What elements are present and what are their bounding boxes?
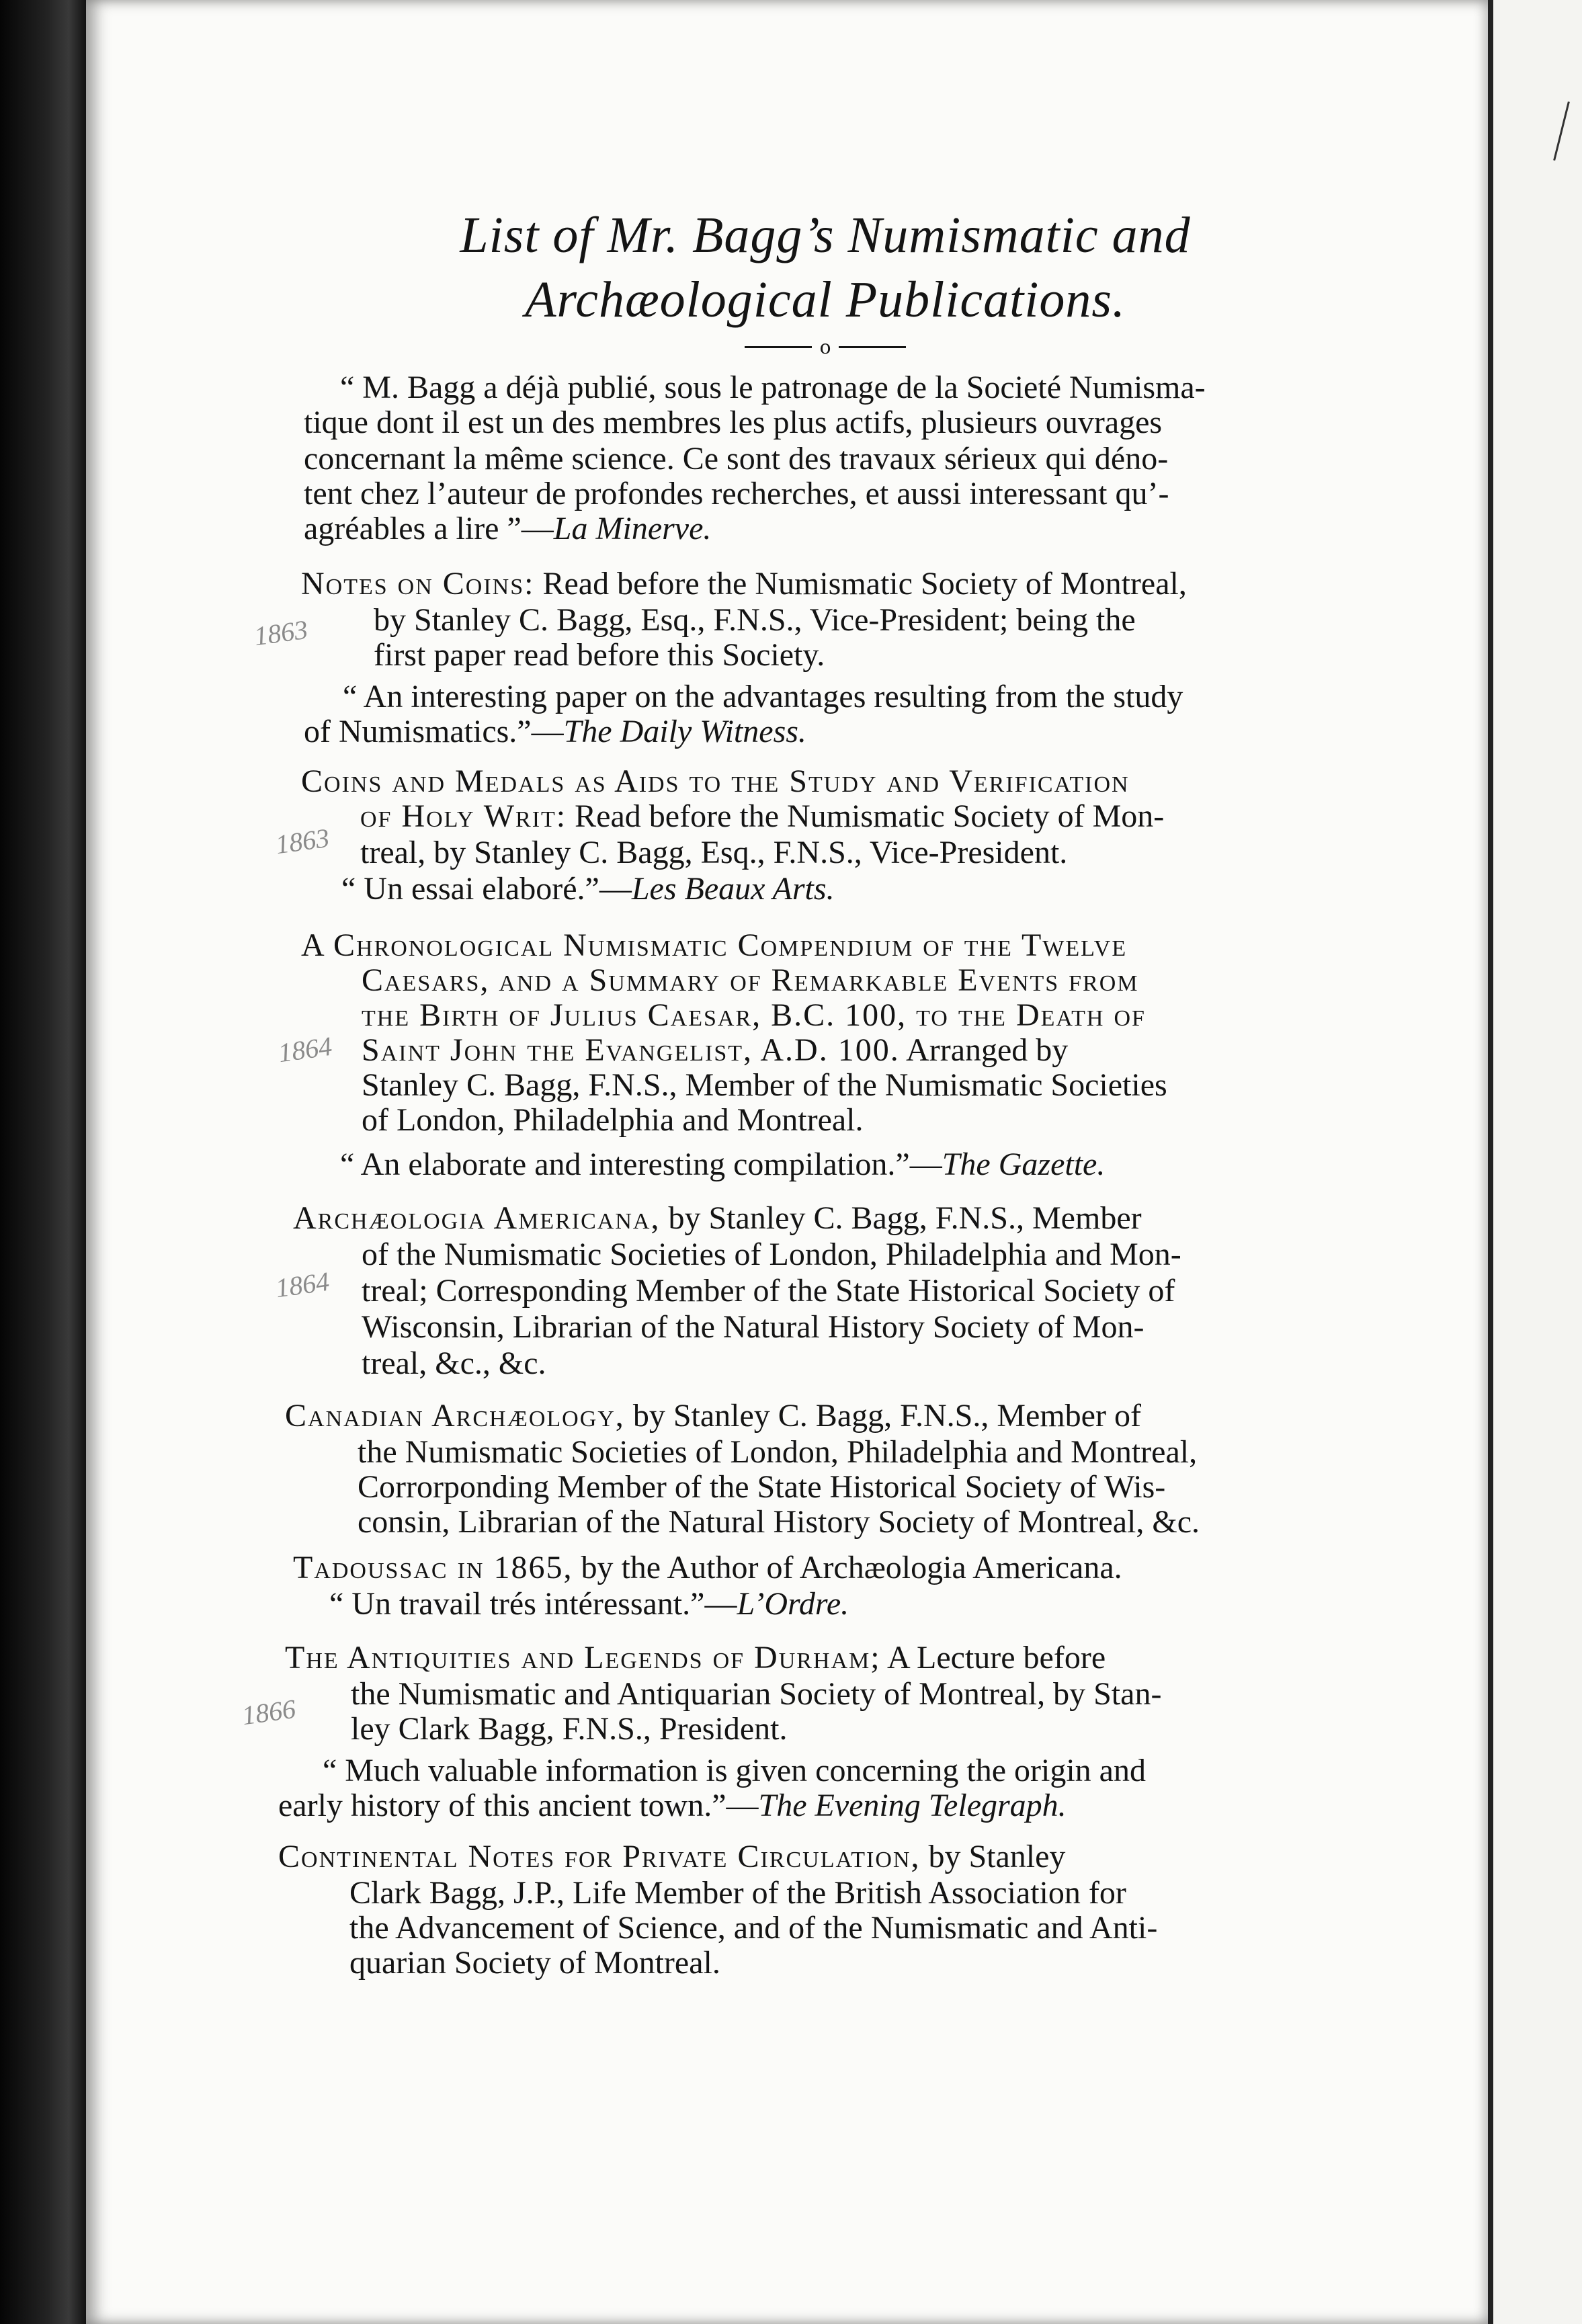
review-text: early history of this ancient town.”— [278,1788,759,1823]
review-source: L’Ordre. [737,1586,849,1622]
intro-line [304,511,711,547]
entry-line: of London, Philadelphia and Montreal. [362,1102,864,1138]
entry-line: of the Numismatic Societies of London, Philadelphia and Mon- [362,1237,1181,1272]
entry-line: first paper read before this Society. [374,637,825,673]
intro-source: La Minerve. [553,511,712,546]
entry-text: by Stanley C. Bagg, F.N.S., Member of [624,1398,1141,1434]
entry-line [278,1839,1065,1875]
scan-left-edge [0,0,86,2324]
review-source: The Gazette. [942,1147,1106,1182]
intro-text: agréables a lire ”— [304,511,554,546]
review-source: The Daily Witness. [563,714,806,749]
page-title-line-1: List of Mr. Bagg’s Numismatic and [460,207,1191,263]
entry-line: ley Clark Bagg, F.N.S., President. [351,1711,788,1747]
entry-text: A Lecture before [880,1640,1106,1675]
handwritten-year-note: 1866 [240,1693,298,1731]
entry-text: by the Author of Archæologia Americana. [573,1550,1122,1585]
review-source: Les Beaux Arts. [631,871,835,907]
entry-title-text: The Antiquities and Legends of Durham; [285,1640,881,1675]
entry-line: consin, Librarian of the Natural History Society of Montreal, &c. [358,1504,1200,1540]
review-text: “ An elaborate and interesting compilation.”— [340,1147,942,1182]
entry-title-text: the Birth of Julius Caesar, B.C. 100, to the Death of [362,997,1146,1033]
intro-line: tent chez l’auteur de profondes recherches, et aussi interessant qu’- [304,476,1169,511]
handwritten-year-note: 1863 [274,822,331,860]
review-source: The Evening Telegraph. [758,1788,1067,1823]
entry-title [301,927,1127,964]
review-text: “ Un essai elaboré.”— [341,871,632,907]
entry-line: the Numismatic and Antiquarian Society of Montreal, by Stan- [351,1676,1162,1712]
review-quote: “ An interesting paper on the advantages resulting from the study [343,679,1183,714]
scan-right-edge [1488,0,1582,2324]
entry-line: Wisconsin, Librarian of the Natural History Society of Mon- [362,1309,1144,1345]
entry-line [360,798,1164,835]
entry-text: Arranged by [899,1032,1069,1068]
review-text: of Numismatics.”— [304,714,564,749]
handwritten-year-note: 1863 [252,614,310,652]
entry-line [293,1200,1142,1237]
entry-text: by Stanley [920,1839,1066,1874]
review-quote [278,1788,1067,1824]
entry-title [301,763,1130,800]
entry-title: Notes on Coins: [301,566,535,601]
ornament-rule-right [839,346,906,348]
intro-line: tique dont il est un des membres les plus actifs, plusieurs ouvrages [304,405,1163,440]
entry-title-text: of Holy Writ: [360,798,567,834]
review-quote [341,871,835,907]
intro-line: “ M. Bagg a déjà publié, sous le patronage de la Societé Numisma- [340,370,1206,405]
entry-line: treal; Corresponding Member of the State Historical Society of [362,1273,1175,1309]
entry-line [285,1398,1141,1434]
entry-title-text: Saint John the Evangelist, A.D. 100. [362,1032,900,1068]
entry-line: treal, &c., &c. [362,1345,546,1381]
entry-title-text: Tadoussac in 1865, [293,1550,573,1585]
entry-title-text: Canadian Archæology, [285,1398,625,1434]
entry-title-text: Continental Notes for Private Circulation, [278,1839,921,1874]
entry-line: the Numismatic Societies of London, Philadelphia and Montreal, [358,1434,1198,1470]
entry-title [362,962,1139,999]
entry-text: by Stanley C. Bagg, F.N.S., Member [660,1200,1142,1236]
entry-line [293,1550,1122,1586]
review-quote [340,1147,1105,1183]
ornament-mark: o [819,335,831,358]
entry-title-text: Archæologia Americana, [293,1200,661,1236]
title-ornament [718,329,933,364]
document-page [86,0,1488,2324]
entry-line: treal, by Stanley C. Bagg, Esq., F.N.S., Vice-President. [360,835,1068,870]
entry-text: Read before the Numismatic Society of Mon- [567,798,1165,834]
entry-line [285,1640,1106,1676]
entry-line [362,1032,1068,1069]
entry-title-text: Coins and Medals as Aids to the Study and Verification [301,763,1130,799]
entry-title [362,997,1146,1034]
review-quote [329,1586,849,1622]
entry-line: Corrorponding Member of the State Historical Society of Wis- [358,1469,1166,1505]
entry-title-text: A Chronological Numismatic Compendium of the Twelve [301,927,1128,963]
intro-line: concernant la même science. Ce sont des travaux sérieux qui déno- [304,441,1169,476]
entry-title-text: Caesars, and a Summary of Remarkable Events from [362,962,1139,998]
entry-line: by Stanley C. Bagg, Esq., F.N.S., Vice-President; being the [374,602,1136,638]
entry-line: Stanley C. Bagg, F.N.S., Member of the Numismatic Societies [362,1067,1167,1103]
entry-line: quarian Society of Montreal. [349,1945,720,1981]
entry-line: Clark Bagg, J.P., Life Member of the British Association for [349,1875,1126,1911]
entry-line [301,566,1187,602]
ink-stroke [1553,101,1570,161]
entry-text: Read before the Numismatic Society of Montreal, [534,566,1187,601]
page-title-line-2: Archæological Publications. [525,272,1126,328]
review-text: “ Un travail trés intéressant.”— [329,1586,737,1622]
review-quote [304,714,806,750]
ornament-rule-left [745,346,812,348]
handwritten-year-note: 1864 [274,1265,331,1304]
handwritten-year-note: 1864 [276,1030,334,1069]
entry-line: the Advancement of Science, and of the Numismatic and Anti- [349,1910,1158,1946]
review-quote: “ Much valuable information is given concerning the origin and [323,1753,1146,1788]
